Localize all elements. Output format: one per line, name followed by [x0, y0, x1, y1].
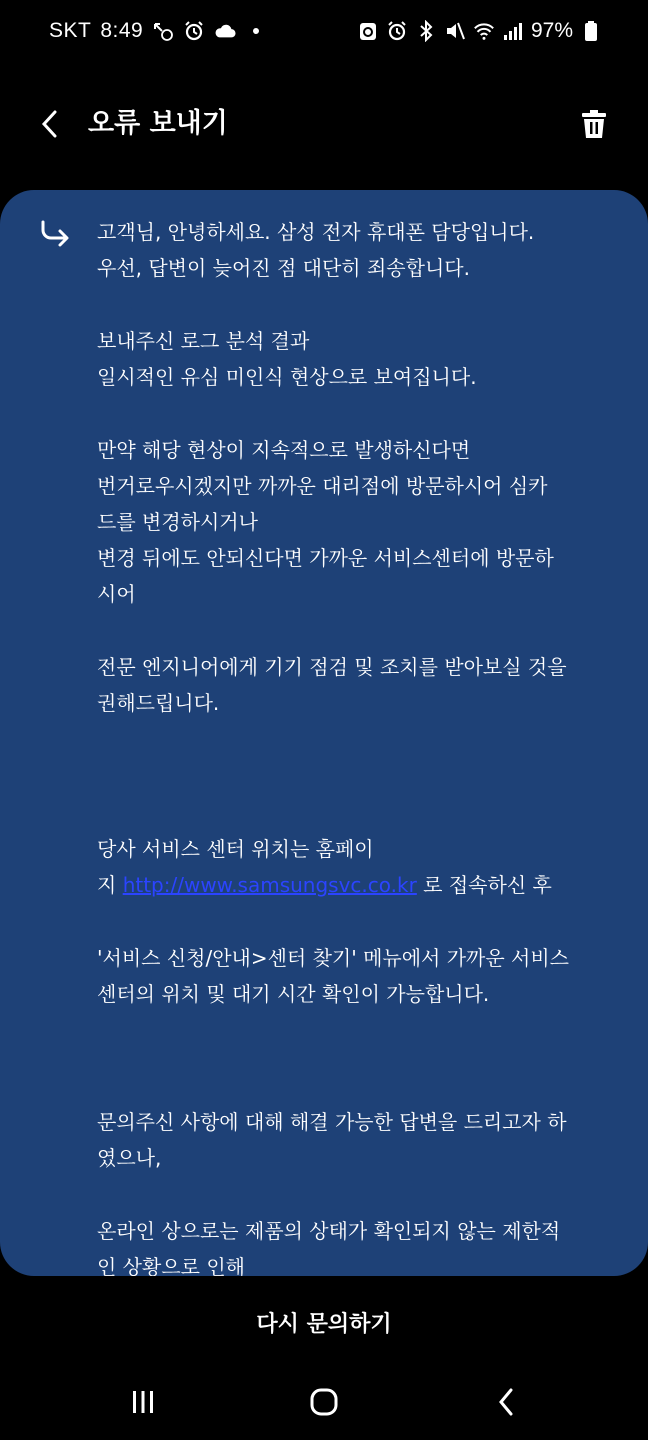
- message-line: 일시적인 유심 미인식 현상으로 보여집니다.: [97, 365, 477, 389]
- chevron-left-icon: [39, 109, 61, 139]
- message-line: 당사 서비스 센터 위치는 홈페이: [97, 837, 374, 861]
- message-line: 시어: [97, 582, 136, 606]
- message-line: 번거로우시겠지만 까까운 대리점에 방문하시어 심카: [97, 474, 548, 498]
- system-nav-bar: [0, 1366, 648, 1440]
- message-line: 온라인 상으로는 제품의 상태가 확인되지 않는 제한적: [97, 1219, 561, 1243]
- trash-icon: [581, 109, 607, 139]
- mute-icon: [444, 20, 466, 42]
- nav-back-button[interactable]: [482, 1380, 530, 1424]
- message-line: 드를 변경하시거나: [97, 510, 258, 534]
- message-line: 고객님, 안녕하세요. 삼성 전자 휴대폰 담당입니다.: [97, 220, 535, 244]
- battery-percent: 97%: [530, 19, 573, 42]
- reply-arrow-icon: [38, 218, 72, 252]
- message-line: 전문 엔지니어에게 기기 점검 및 조치를 받아보실 것을: [97, 655, 567, 679]
- message-line: 문의주신 사항에 대해 해결 가능한 답변을 드리고자 하: [97, 1110, 567, 1134]
- bottom-action-bar: [0, 1290, 648, 1354]
- status-bar: [0, 0, 648, 62]
- message-link-line: [97, 867, 617, 903]
- bluetooth-icon: [415, 20, 437, 42]
- message-line: 센터의 위치 및 대기 시간 확인이 가능합니다.: [97, 982, 490, 1006]
- chevron-left-icon: [496, 1387, 516, 1417]
- link-prefix: 지: [97, 873, 123, 897]
- cloud-icon: [214, 20, 236, 42]
- signal-icon: [502, 20, 524, 42]
- alarm-icon: [386, 20, 408, 42]
- carrier-label: SKT: [49, 19, 92, 42]
- status-right: [357, 16, 602, 46]
- message-body: [97, 214, 617, 1276]
- clock-time: 8:49: [100, 19, 144, 42]
- ask-again-button[interactable]: 다시 문의하기: [256, 1307, 391, 1338]
- alarm-icon: [183, 20, 205, 42]
- notification-dot-icon: [245, 20, 267, 42]
- message-line: 보내주신 로그 분석 결과: [97, 329, 310, 353]
- wifi-icon: [473, 20, 495, 42]
- recent-apps-icon: [129, 1388, 157, 1416]
- service-center-link[interactable]: http://www.samsungsvc.co.kr: [122, 873, 417, 897]
- recent-apps-button[interactable]: [119, 1380, 167, 1424]
- message-line: 만약 해당 현상이 지속적으로 발생하신다면: [97, 438, 471, 462]
- home-icon: [309, 1387, 339, 1417]
- link-suffix: 로 접속하신 후: [416, 873, 552, 897]
- message-line: 권해드립니다.: [97, 691, 220, 715]
- app-header: [0, 90, 648, 160]
- message-line: 변경 뒤에도 안되신다면 가까운 서비스센터에 방문하: [97, 546, 554, 570]
- status-left: [49, 16, 267, 46]
- page-title: 오류 보내기: [88, 108, 228, 139]
- delete-button[interactable]: [574, 104, 614, 144]
- battery-icon: [580, 20, 602, 42]
- recycle-icon: [357, 20, 379, 42]
- missed-call-icon: [152, 20, 174, 42]
- message-line: '서비스 신청/안내>센터 찾기' 메뉴에서 가까운 서비스: [97, 946, 569, 970]
- message-line: 였으나,: [97, 1146, 162, 1170]
- back-button[interactable]: [30, 104, 70, 144]
- home-button[interactable]: [300, 1380, 348, 1424]
- message-card[interactable]: [0, 190, 648, 1276]
- message-line: 우선, 답변이 늦어진 점 대단히 죄송합니다.: [97, 256, 470, 280]
- message-line: 인 상황으로 인해: [97, 1255, 245, 1276]
